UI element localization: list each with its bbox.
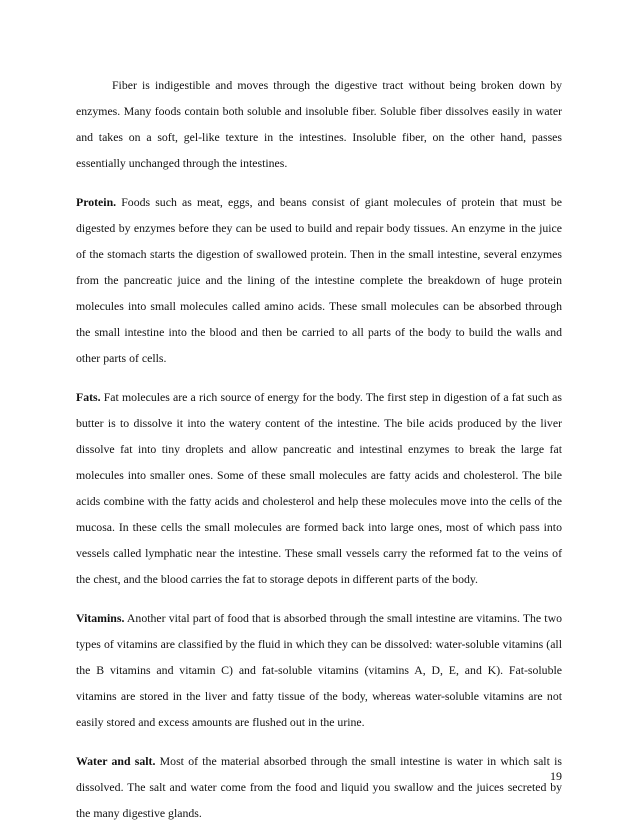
paragraph-fats: [76, 384, 562, 592]
heading-protein: Protein.: [76, 195, 117, 209]
page-number: 19: [550, 769, 562, 783]
body-text: [76, 72, 562, 826]
heading-fats: Fats.: [76, 390, 101, 404]
paragraph-protein-text: Foods such as meat, eggs, and beans consist of giant molecules of protein that must be digested by enzymes before they can be used to build and repair body tissues. An enzyme in the juice of the stomach starts the digestion of swallowed protein. Then in the small intestine, several enzymes from the pancreatic juice and the lining of the intestine complete the breakdown of huge protein molecules into small molecules called amino acids. These small molecules can be absorbed through the small intestine into the blood and then be carried to all parts of the body to build the walls and other parts of cells.: [76, 195, 562, 365]
paragraph-water-salt-text: Most of the material absorbed through the small intestine is water in which salt is dissolved. The salt and water come from the food and liquid you swallow and the juices secreted by the many digestive glands.: [76, 754, 562, 820]
paragraph-vitamins-text: Another vital part of food that is absorbed through the small intestine are vitamins. The two types of vitamins are classified by the fluid in which they can be dissolved: water-soluble vitamins (all the B vitamins and vitamin C) and fat-soluble vitamins (vitamins A, D, E, and K). Fat-soluble vitamins are stored in the liver and fatty tissue of the body, whereas water-soluble vitamins are not easily stored and excess amounts are flushed out in the urine.: [76, 611, 562, 729]
heading-water-salt: Water and salt.: [76, 754, 156, 768]
paragraph-fiber: [76, 72, 562, 176]
paragraph-fiber-text: Fiber is indigestible and moves through the digestive tract without being broken down by enzymes. Many foods contain both soluble and insoluble fiber. Soluble fiber dissolves easily in water and takes on a soft, gel-like texture in the intestines. Insoluble fiber, on the other hand, passes essentially unchanged through the intestines.: [76, 78, 562, 170]
paragraph-water-salt: [76, 748, 562, 826]
heading-vitamins: Vitamins.: [76, 611, 125, 625]
paragraph-protein: [76, 189, 562, 371]
paragraph-vitamins: [76, 605, 562, 735]
paragraph-fats-text: Fat molecules are a rich source of energy for the body. The first step in digestion of a fat such as butter is to dissolve it into the watery content of the intestine. The bile acids produced by the liver dissolve fat into tiny droplets and allow pancreatic and intestinal enzymes to break the large fat molecules into smaller ones. Some of these small molecules are fatty acids and cholesterol. The bile acids combine with the fatty acids and cholesterol and help these molecules move into the cells of the mucosa. In these cells the small molecules are formed back into large ones, most of which pass into vessels called lymphatic near the intestine. These small vessels carry the reformed fat to the veins of the chest, and the blood carries the fat to storage depots in different parts of the body.: [76, 390, 562, 586]
